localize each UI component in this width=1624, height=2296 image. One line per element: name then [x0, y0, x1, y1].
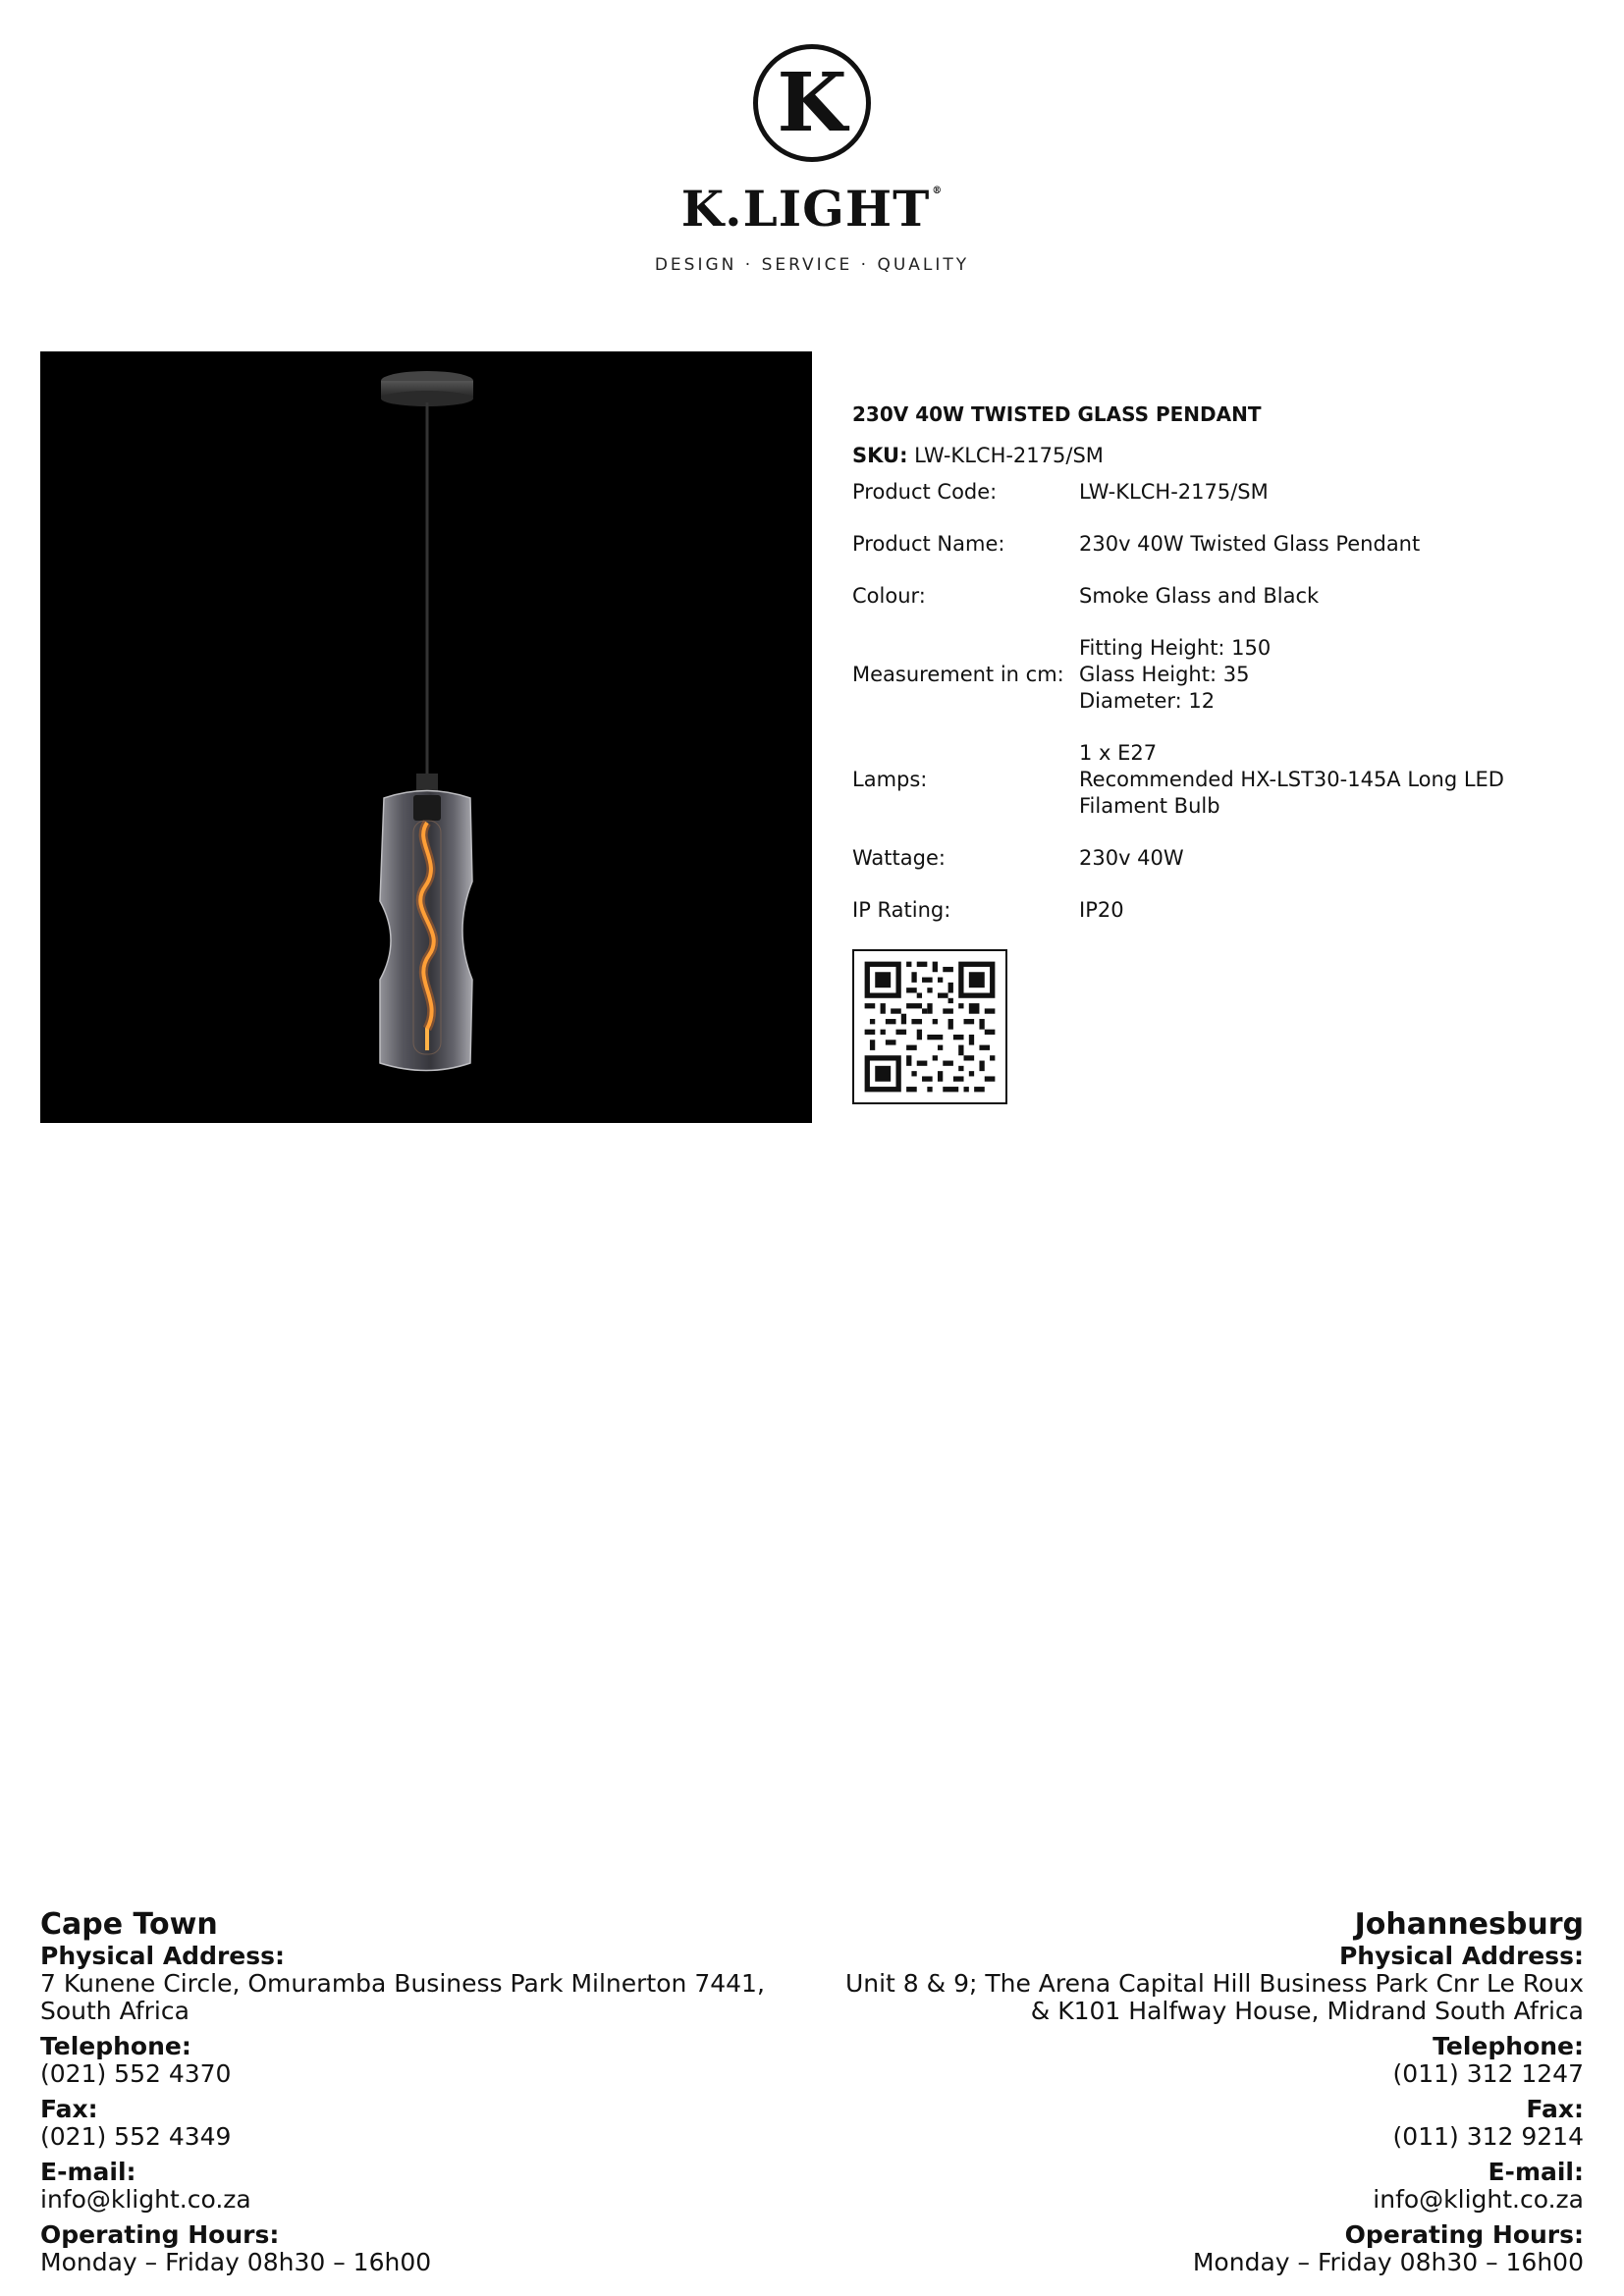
- spec-label: Product Name:: [852, 532, 1005, 556]
- spec-row-measurement: [852, 635, 1504, 740]
- header-logo: [0, 44, 1624, 275]
- spec-value: LW-KLCH-2175/SM: [1079, 480, 1269, 504]
- sku-label: SKU:: [852, 444, 908, 467]
- spec-row-name: [852, 531, 1504, 583]
- email-link[interactable]: info@klight.co.za: [1373, 2185, 1584, 2214]
- address-line-2: South Africa: [40, 1997, 189, 2025]
- email-link[interactable]: info@klight.co.za: [40, 2185, 251, 2214]
- registered-mark: ®: [932, 186, 944, 196]
- measure-diameter: Diameter: 12: [1079, 689, 1216, 713]
- logo-emblem: [753, 44, 871, 162]
- spec-row-lamps: [852, 740, 1504, 845]
- lamps-line-1: 1 x E27: [1079, 741, 1158, 765]
- product-title: 230V 40W TWISTED GLASS PENDANT: [852, 402, 1262, 426]
- hours-label: Operating Hours:: [40, 2220, 280, 2249]
- brand-text: K.LIGHT: [680, 180, 931, 238]
- fax-value: (011) 312 9214: [1392, 2122, 1584, 2151]
- hours-label: Operating Hours:: [1344, 2220, 1584, 2249]
- spec-value: 230v 40W: [1079, 846, 1184, 870]
- spec-row-wattage: [852, 845, 1504, 897]
- logo-letter: K: [777, 56, 847, 150]
- telephone-value[interactable]: (011) 312 1247: [1392, 2059, 1584, 2088]
- qr-code-icon: [854, 951, 1005, 1102]
- fax-value: (021) 552 4349: [40, 2122, 232, 2151]
- spec-label: IP Rating:: [852, 898, 951, 922]
- measure-glass-height: Glass Height: 35: [1079, 663, 1250, 686]
- email-label: E-mail:: [1488, 2158, 1584, 2186]
- spec-label: Wattage:: [852, 846, 946, 870]
- spec-value: Smoke Glass and Black: [1079, 584, 1320, 608]
- address-label: Physical Address:: [1338, 1942, 1584, 1970]
- brand-tagline: DESIGN · SERVICE · QUALITY: [654, 255, 970, 275]
- pendant-illustration: [40, 351, 812, 1123]
- product-photo: [40, 351, 812, 1123]
- fax-label: Fax:: [40, 2095, 98, 2123]
- spec-value: 230v 40W Twisted Glass Pendant: [1079, 532, 1421, 556]
- lamps-line-3: Filament Bulb: [1079, 794, 1220, 818]
- spec-value: IP20: [1079, 898, 1124, 922]
- sku-value: LW-KLCH-2175/SM: [914, 444, 1104, 467]
- spec-value: [1079, 740, 1504, 845]
- lamps-line-2: Recommended HX-LST30-145A Long LED: [1079, 768, 1504, 791]
- city-heading: Johannesburg: [1354, 1907, 1584, 1942]
- hours-value: Monday – Friday 08h30 – 16h00: [1192, 2248, 1584, 2276]
- address-line-2: & K101 Halfway House, Midrand South Africa: [1030, 1997, 1584, 2025]
- address-line-1: Unit 8 & 9; The Arena Capital Hill Business Park Cnr Le Roux: [844, 1969, 1584, 1998]
- spec-value: [1079, 635, 1504, 740]
- address-line-1: 7 Kunene Circle, Omuramba Business Park Milnerton 7441,: [40, 1969, 765, 1998]
- spec-row-code: [852, 479, 1504, 531]
- spec-label: Measurement in cm:: [852, 663, 1064, 686]
- address-label: Physical Address:: [40, 1942, 286, 1970]
- spec-label: Colour:: [852, 584, 926, 608]
- spec-row-colour: [852, 583, 1504, 635]
- city-heading: Cape Town: [40, 1907, 218, 1942]
- hours-value: Monday – Friday 08h30 – 16h00: [40, 2248, 432, 2276]
- product-info: [852, 402, 1579, 949]
- spec-table: [852, 479, 1504, 949]
- brand-name: [0, 180, 1624, 238]
- fax-label: Fax:: [1526, 2095, 1584, 2123]
- spec-label: Lamps:: [852, 768, 928, 791]
- measure-fitting-height: Fitting Height: 150: [1079, 636, 1272, 660]
- telephone-label: Telephone:: [1433, 2032, 1584, 2060]
- sku-line: [852, 444, 1579, 467]
- qr-code[interactable]: [852, 949, 1007, 1104]
- spec-label: Product Code:: [852, 480, 998, 504]
- telephone-label: Telephone:: [40, 2032, 191, 2060]
- contact-johannesburg: [818, 1907, 1584, 2276]
- contact-cape-town: [40, 1907, 806, 2276]
- telephone-value[interactable]: (021) 552 4370: [40, 2059, 232, 2088]
- email-label: E-mail:: [40, 2158, 136, 2186]
- spec-row-ip: [852, 897, 1504, 949]
